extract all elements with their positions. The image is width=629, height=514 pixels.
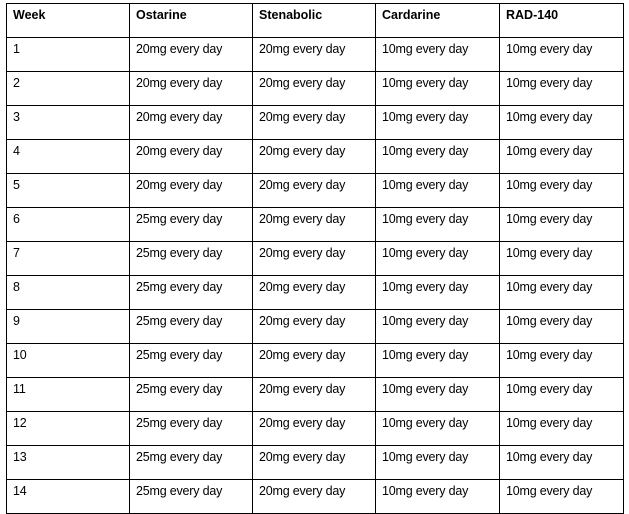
week-cell: 14 [7,480,130,514]
week-cell: 9 [7,310,130,344]
stenabolic-cell: 20mg every day [253,446,376,480]
rad-140-cell: 10mg every day [500,38,624,72]
cardarine-cell: 10mg every day [376,38,500,72]
table-row [7,276,624,310]
cardarine-cell: 10mg every day [376,140,500,174]
ostarine-cell: 25mg every day [130,276,253,310]
rad-140-cell: 10mg every day [500,72,624,106]
table-row [7,310,624,344]
cardarine-cell: 10mg every day [376,276,500,310]
header-stenabolic: Stenabolic [253,4,376,38]
table-header [7,4,624,38]
ostarine-cell: 20mg every day [130,38,253,72]
ostarine-cell: 25mg every day [130,480,253,514]
rad-140-cell: 10mg every day [500,140,624,174]
table-row [7,480,624,514]
dosage-schedule-table [6,3,624,514]
table-row [7,106,624,140]
ostarine-cell: 25mg every day [130,310,253,344]
table-row [7,140,624,174]
table-row [7,174,624,208]
stenabolic-cell: 20mg every day [253,378,376,412]
cardarine-cell: 10mg every day [376,446,500,480]
stenabolic-cell: 20mg every day [253,140,376,174]
week-cell: 10 [7,344,130,378]
ostarine-cell: 20mg every day [130,106,253,140]
cardarine-cell: 10mg every day [376,174,500,208]
header-row [7,4,624,38]
week-cell: 6 [7,208,130,242]
cardarine-cell: 10mg every day [376,480,500,514]
stenabolic-cell: 20mg every day [253,480,376,514]
rad-140-cell: 10mg every day [500,412,624,446]
header-ostarine: Ostarine [130,4,253,38]
ostarine-cell: 25mg every day [130,446,253,480]
rad-140-cell: 10mg every day [500,276,624,310]
table-row [7,446,624,480]
stenabolic-cell: 20mg every day [253,208,376,242]
stenabolic-cell: 20mg every day [253,106,376,140]
week-cell: 8 [7,276,130,310]
table-row [7,378,624,412]
cardarine-cell: 10mg every day [376,72,500,106]
rad-140-cell: 10mg every day [500,480,624,514]
table-body [7,38,624,514]
ostarine-cell: 25mg every day [130,208,253,242]
rad-140-cell: 10mg every day [500,242,624,276]
ostarine-cell: 20mg every day [130,140,253,174]
table-row [7,242,624,276]
cardarine-cell: 10mg every day [376,344,500,378]
stenabolic-cell: 20mg every day [253,412,376,446]
table-row [7,72,624,106]
week-cell: 7 [7,242,130,276]
table-row [7,38,624,72]
header-cardarine: Cardarine [376,4,500,38]
rad-140-cell: 10mg every day [500,310,624,344]
cardarine-cell: 10mg every day [376,208,500,242]
table-row [7,208,624,242]
stenabolic-cell: 20mg every day [253,344,376,378]
ostarine-cell: 20mg every day [130,174,253,208]
stenabolic-cell: 20mg every day [253,72,376,106]
header-rad-140: RAD-140 [500,4,624,38]
week-cell: 4 [7,140,130,174]
rad-140-cell: 10mg every day [500,446,624,480]
rad-140-cell: 10mg every day [500,344,624,378]
week-cell: 1 [7,38,130,72]
table-row [7,412,624,446]
week-cell: 3 [7,106,130,140]
week-cell: 12 [7,412,130,446]
stenabolic-cell: 20mg every day [253,276,376,310]
stenabolic-cell: 20mg every day [253,310,376,344]
stenabolic-cell: 20mg every day [253,174,376,208]
ostarine-cell: 25mg every day [130,378,253,412]
cardarine-cell: 10mg every day [376,412,500,446]
ostarine-cell: 25mg every day [130,412,253,446]
table-row [7,344,624,378]
week-cell: 11 [7,378,130,412]
header-week: Week [7,4,130,38]
cardarine-cell: 10mg every day [376,242,500,276]
cardarine-cell: 10mg every day [376,378,500,412]
ostarine-cell: 20mg every day [130,72,253,106]
stenabolic-cell: 20mg every day [253,242,376,276]
week-cell: 13 [7,446,130,480]
ostarine-cell: 25mg every day [130,344,253,378]
week-cell: 5 [7,174,130,208]
cardarine-cell: 10mg every day [376,106,500,140]
stenabolic-cell: 20mg every day [253,38,376,72]
rad-140-cell: 10mg every day [500,378,624,412]
cardarine-cell: 10mg every day [376,310,500,344]
week-cell: 2 [7,72,130,106]
rad-140-cell: 10mg every day [500,208,624,242]
ostarine-cell: 25mg every day [130,242,253,276]
rad-140-cell: 10mg every day [500,106,624,140]
rad-140-cell: 10mg every day [500,174,624,208]
